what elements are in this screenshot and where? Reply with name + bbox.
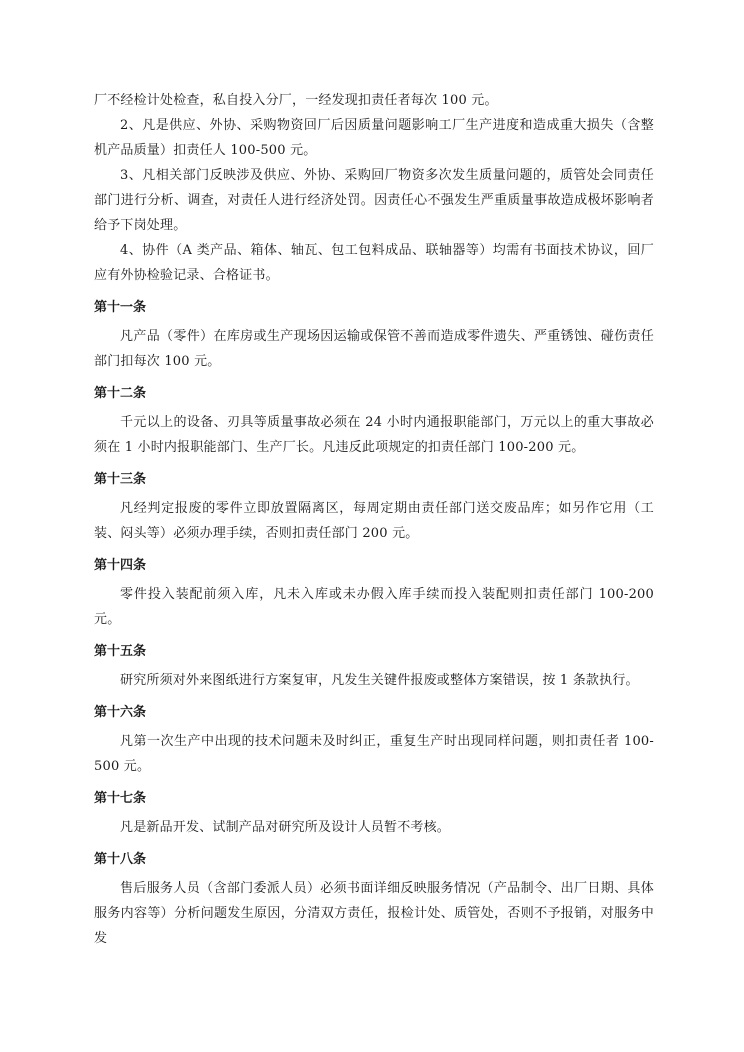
article-heading: 第十八条 bbox=[94, 852, 147, 867]
article-heading: 第十四条 bbox=[94, 558, 147, 573]
intro-paragraph-2: 2、凡是供应、外协、采购物资回厂后因质量问题影响工厂生产进度和造成重大损失（含整机产品质量）扣责任人 100-500 元。 bbox=[94, 118, 654, 158]
article-text: 零件投入装配前须入库，凡未入库或未办假入库手续而投入装配则扣责任部门 100-200 元。 bbox=[94, 587, 654, 627]
intro-paragraph-continued: 厂不经检计处检查，私自投入分厂，一经发现扣责任者每次 100 元。 bbox=[94, 93, 498, 108]
article-13 bbox=[94, 470, 654, 546]
article-text: 研究所须对外来图纸进行方案复审，凡发生关键件报废或整体方案错误，按 1 条款执行。 bbox=[120, 673, 639, 688]
document-page bbox=[94, 88, 654, 951]
article-heading: 第十六条 bbox=[94, 705, 147, 720]
article-text: 凡是新品开发、试制产品对研究所及设计人员暂不考核。 bbox=[120, 820, 451, 835]
article-text: 凡经判定报废的零件立即放置隔离区，每周定期由责任部门送交废品库；如另作它用（工装、闷头等）必须办理手续，否则扣责任部门 200 元。 bbox=[94, 501, 654, 541]
article-text: 凡产品（零件）在库房或生产现场因运输或保管不善而造成零件遗失、严重锈蚀、碰伤责任部门扣每次 100 元。 bbox=[94, 329, 654, 369]
intro-paragraph-3: 3、凡相关部门反映涉及供应、外协、采购回厂物资多次发生质量问题的，质管处会同责任部门进行分析、调查，对责任人进行经济处罚。因责任心不强发生严重质量事故造成极坏影响者给予下岗处理。 bbox=[94, 168, 654, 233]
article-text: 千元以上的设备、刃具等质量事故必须在 24 小时内通报职能部门，万元以上的重大事故必须在 1 小时内报职能部门、生产厂长。凡违反此项规定的扣责任部门 100-200 元。 bbox=[94, 415, 654, 455]
article-17 bbox=[94, 789, 654, 840]
article-text: 凡第一次生产中出现的技术问题未及时纠正，重复生产时出现同样问题，则扣责任者 100-500 元。 bbox=[94, 734, 654, 774]
article-14 bbox=[94, 556, 654, 632]
article-12 bbox=[94, 384, 654, 460]
article-16 bbox=[94, 703, 654, 779]
article-heading: 第十二条 bbox=[94, 386, 147, 401]
article-heading: 第十三条 bbox=[94, 472, 147, 487]
article-18 bbox=[94, 850, 654, 951]
article-11 bbox=[94, 298, 654, 374]
article-heading: 第十一条 bbox=[94, 300, 147, 315]
article-heading: 第十五条 bbox=[94, 644, 147, 659]
article-text: 售后服务人员（含部门委派人员）必须书面详细反映服务情况（产品制令、出厂日期、具体服务内容等）分析问题发生原因，分清双方责任，报检计处、质管处，否则不予报销，对服务中发 bbox=[94, 881, 654, 946]
intro-paragraph-4: 4、协件（A 类产品、箱体、轴瓦、包工包料成品、联轴器等）均需有书面技术协议，回厂应有外协检验记录、合格证书。 bbox=[94, 243, 654, 283]
article-heading: 第十七条 bbox=[94, 791, 147, 806]
article-15 bbox=[94, 642, 654, 693]
